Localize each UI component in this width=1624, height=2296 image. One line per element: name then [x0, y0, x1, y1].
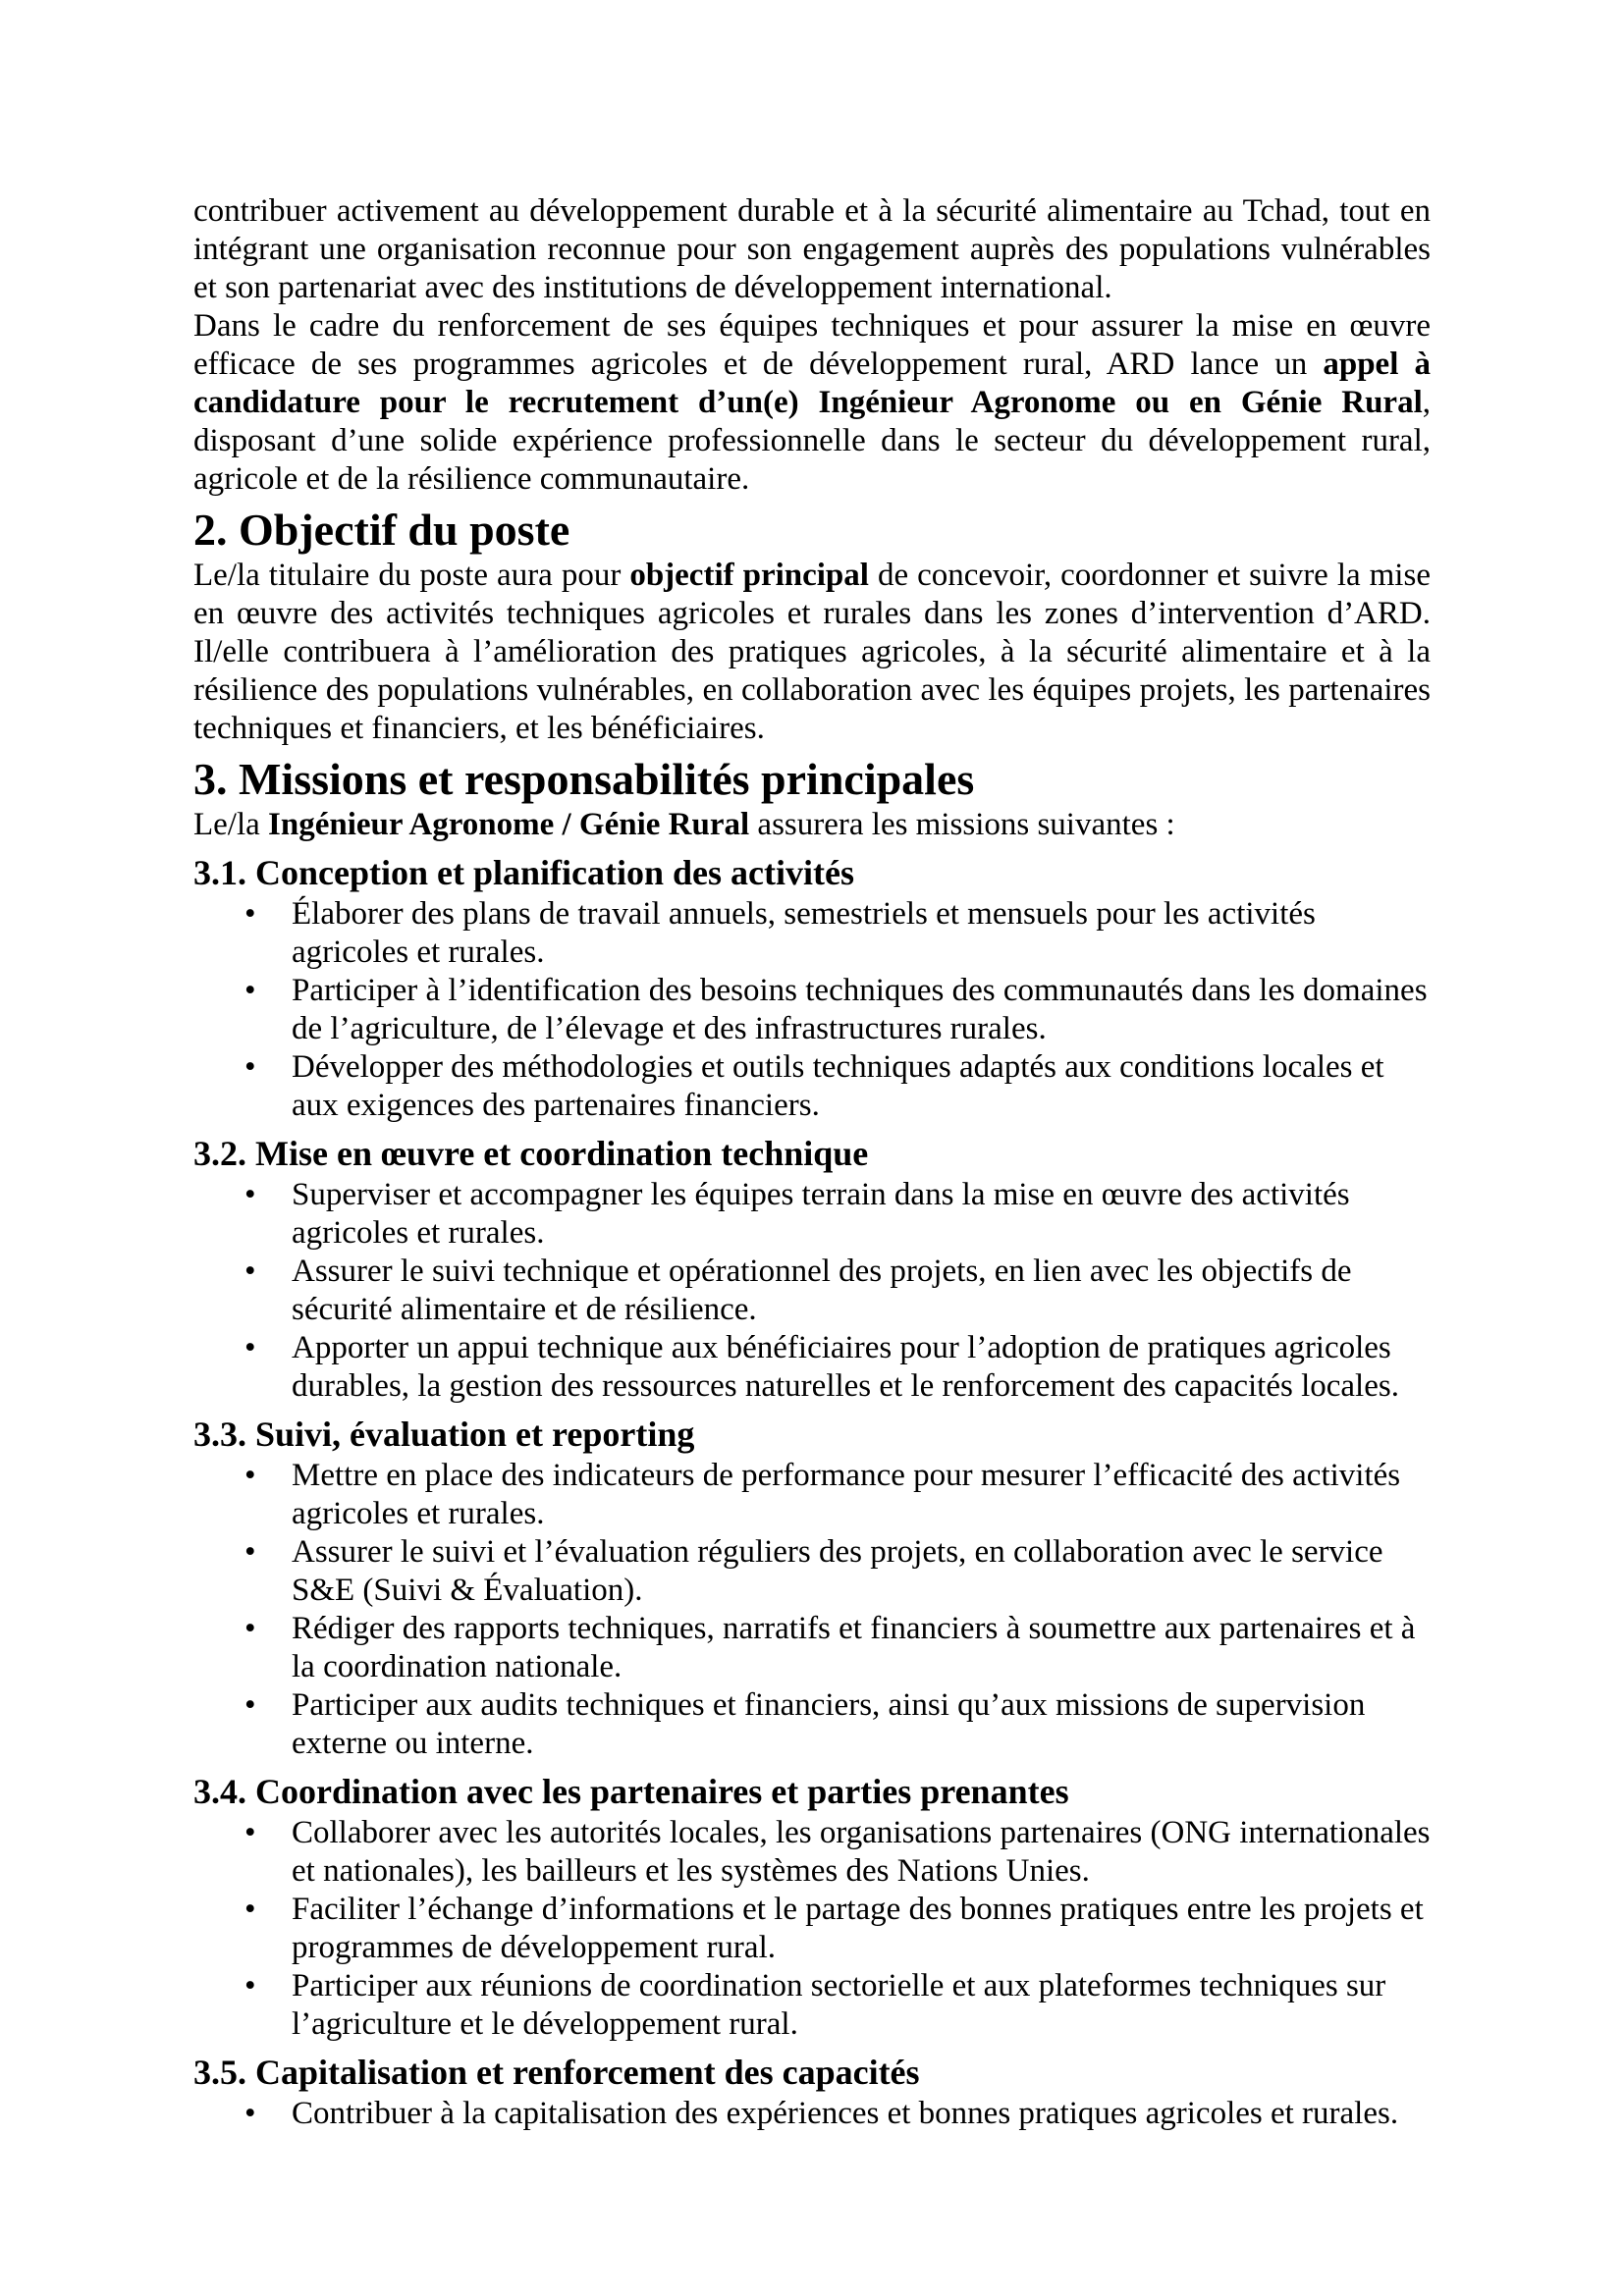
paragraph: [193, 806, 1431, 844]
text-segment: , disposant d’une solide expérience professionnelle dans le secteur du développement rural, agricole et de la résilience communautaire.: [193, 385, 1431, 497]
subsection-heading: 3.2. Mise en œuvre et coordination technique: [193, 1134, 869, 1173]
text-segment: Le/la titulaire du poste aura pour: [193, 558, 630, 593]
text-segment: assurera les missions suivantes :: [749, 807, 1175, 842]
bullet-item: • Assurer le suivi et l’évaluation réguliers des projets, en collaboration avec le service S&E (Suivi & Évaluation).: [193, 1533, 1431, 1610]
bullet-item: • Faciliter l’échange d’informations et le partage des bonnes pratiques entre les projets et programmes de développement rural.: [193, 1891, 1431, 1967]
subsection-heading: 3.1. Conception et planification des activités: [193, 853, 854, 892]
paragraph: [193, 307, 1431, 499]
bullet-list: [193, 2095, 1431, 2133]
section-heading: 2. Objectif du poste: [193, 505, 570, 555]
bold-text-segment: Ingénieur Agronome / Génie Rural: [268, 807, 750, 842]
bold-text-segment: appel à candidature pour le recrutement d’un(e) Ingénieur Agronome ou en Génie Rural: [193, 347, 1431, 420]
bullet-item: • Collaborer avec les autorités locales, les organisations partenaires (ONG internationales et nationales), les bailleurs et les systèmes des Nations Unies.: [193, 1814, 1431, 1891]
bullet-item: • Superviser et accompagner les équipes terrain dans la mise en œuvre des activités agricoles et rurales.: [193, 1176, 1431, 1253]
subsection-heading: 3.5. Capitalisation et renforcement des capacités: [193, 2053, 920, 2092]
text-segment: de concevoir, coordonner et suivre la mise en œuvre des activités techniques agricoles et rurales dans les zones d’intervention d’ARD. Il/elle contribuera à l’amélioration des pratiques agricoles, à la sécurité alimentaire et à la résilience des populations vulnérables, en collaboration avec les équipes projets, les partenaires techniques et financiers, et les bénéficiaires.: [193, 558, 1431, 746]
bullet-item: • Participer aux audits techniques et financiers, ainsi qu’aux missions de supervision externe ou interne.: [193, 1686, 1431, 1763]
bullet-item: • Rédiger des rapports techniques, narratifs et financiers à soumettre aux partenaires et à la coordination nationale.: [193, 1610, 1431, 1686]
bullet-item: • Apporter un appui technique aux bénéficiaires pour l’adoption de pratiques agricoles durables, la gestion des ressources naturelles et le renforcement des capacités locales.: [193, 1329, 1431, 1406]
bullet-item: • Mettre en place des indicateurs de performance pour mesurer l’efficacité des activités agricoles et rurales.: [193, 1457, 1431, 1533]
bullet-list: [193, 895, 1431, 1125]
bullet-item: • Contribuer à la capitalisation des expériences et bonnes pratiques agricoles et rurales.: [193, 2095, 1431, 2133]
bullet-item: • Développer des méthodologies et outils techniques adaptés aux conditions locales et aux exigences des partenaires financiers.: [193, 1048, 1431, 1125]
bullet-item: • Élaborer des plans de travail annuels, semestriels et mensuels pour les activités agricoles et rurales.: [193, 895, 1431, 972]
subsection-heading: 3.4. Coordination avec les partenaires et parties prenantes: [193, 1772, 1069, 1811]
bullet-item: • Participer à l’identification des besoins techniques des communautés dans les domaines de l’agriculture, de l’élevage et des infrastructures rurales.: [193, 972, 1431, 1048]
text-segment: Le/la: [193, 807, 269, 842]
bullet-list: [193, 1814, 1431, 2044]
bullet-list: [193, 1176, 1431, 1406]
paragraph: [193, 192, 1431, 307]
text-segment: contribuer activement au développement durable et à la sécurité alimentaire au Tchad, tout en intégrant une organisation reconnue pour son engagement auprès des populations vulnérables et son partenariat avec des institutions de développement international.: [193, 193, 1431, 305]
bullet-list: [193, 1457, 1431, 1763]
bullet-item: • Assurer le suivi technique et opérationnel des projets, en lien avec les objectifs de sécurité alimentaire et de résilience.: [193, 1253, 1431, 1329]
section-heading: 3. Missions et responsabilités principales: [193, 754, 975, 804]
document-content: [193, 192, 1431, 2133]
bold-text-segment: objectif principal: [629, 558, 869, 593]
paragraph: [193, 557, 1431, 748]
subsection-heading: 3.3. Suivi, évaluation et reporting: [193, 1415, 695, 1454]
text-segment: Dans le cadre du renforcement de ses équipes techniques et pour assurer la mise en œuvre efficace de ses programmes agricoles et de développement rural, ARD lance un: [193, 308, 1431, 382]
bullet-item: • Participer aux réunions de coordination sectorielle et aux plateformes techniques sur l’agriculture et le développement rural.: [193, 1967, 1431, 2044]
